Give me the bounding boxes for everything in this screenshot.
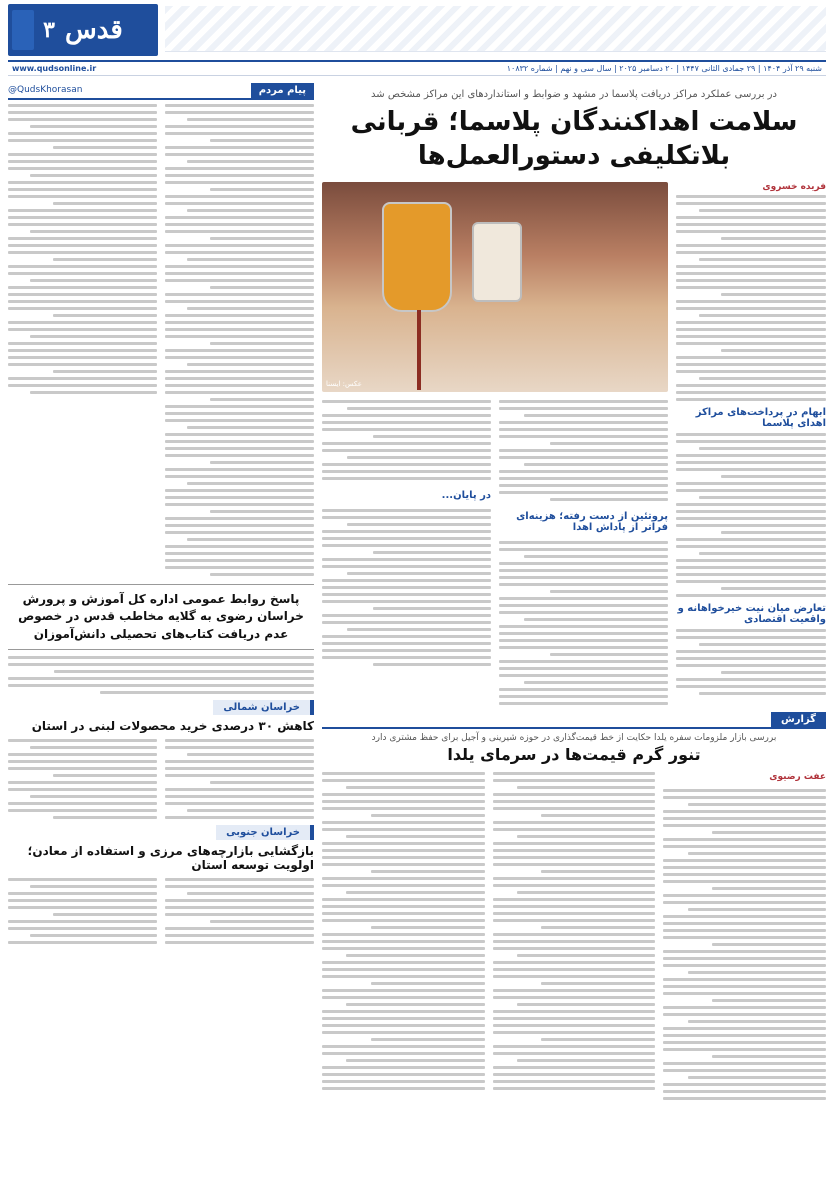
- main-story: [322, 82, 826, 702]
- date-line: شنبه ۲۹ آذر ۱۴۰۴ | ۲۹ جمادی الثانی ۱۴۴۷ | ۲۰ دسامبر ۲۰۲۵ | سال سی و نهم | شماره ۱۰۸۳۲: [506, 64, 822, 73]
- saline-bag-icon: [472, 222, 522, 302]
- masthead-pattern: [165, 6, 826, 52]
- report-body: [322, 772, 826, 1100]
- tube-icon: [417, 310, 421, 390]
- main-story-grid: [322, 182, 826, 705]
- main-kicker: در بررسی عملکرد مراکز دریافت پلاسما در مشهد و ضوابط و استانداردهای این مراکز مشخص شد: [371, 89, 777, 100]
- subhead-conflict: تعارض میان نیت خیرخواهانه و واقعیت اقتصادی: [677, 602, 826, 625]
- main-photo-area: [322, 182, 668, 705]
- report-headline[interactable]: تنور گرم قیمت‌ها در سرمای یلدا: [447, 745, 701, 764]
- main-story-body: [322, 400, 668, 705]
- photo-credit: عکس: ایسنا: [326, 379, 362, 388]
- south-khorasan-tag: خراسان جنوبی: [216, 825, 314, 840]
- left-column: [8, 82, 314, 1192]
- north-khorasan-tag: خراسان شمالی: [213, 700, 314, 715]
- north-khorasan-headline[interactable]: کاهش ۳۰ درصدی خرید محصولات لبنی در استان: [31, 719, 314, 734]
- report-reporter: عفت رضیوی: [769, 772, 826, 782]
- plasma-bag-icon: [382, 202, 452, 312]
- south-khorasan-body: [8, 878, 314, 944]
- education-response-body: [8, 656, 314, 694]
- north-khorasan-body: [8, 739, 314, 819]
- main-headline[interactable]: سلامت اهداکنندگان پلاسما؛ قربانی بلاتکلیفی دستورالعمل‌ها: [350, 107, 798, 171]
- subhead-conclusion: در پایان...: [441, 489, 491, 501]
- logo-text: قدس: [65, 15, 123, 45]
- website-link[interactable]: www.qudsonline.ir: [12, 64, 97, 73]
- report-tag-row: [322, 712, 826, 729]
- education-response-heading: پاسخ روابط عمومی اداره کل آموزش و پرورش خراسان رضوی به گلایه مخاطب قدس در خصوص عدم دریافت کتاب‌های تحصیلی دانش‌آموزان: [8, 584, 314, 650]
- info-bar: [8, 60, 826, 76]
- main-reporter: فریده خسروی: [762, 181, 826, 192]
- newspaper-logo: [8, 4, 158, 56]
- logo-seal: [12, 10, 34, 50]
- south-khorasan-section: [8, 819, 314, 944]
- people-message-tag: پیام مردم: [251, 83, 314, 98]
- main-story-intro: [676, 182, 826, 705]
- report-section: [322, 712, 826, 1192]
- south-khorasan-headline[interactable]: بازگشایی بازارچه‌های مرزی و استفاده از معادن؛ اولویت توسعه استان: [27, 844, 314, 873]
- messages-columns: [8, 104, 314, 576]
- social-handle[interactable]: @QudsKhorasan: [8, 85, 83, 95]
- plasma-donation-photo: [322, 182, 668, 392]
- messages-col-right: [165, 104, 314, 576]
- subhead-payments: ابهام در پرداخت‌های مراکز اهدای پلاسما: [695, 406, 826, 429]
- report-kicker: بررسی بازار ملزومات سفره یلدا حکایت از خط قیمت‌گذاری در حوزه شیرینی و آجیل برای حفظ مشتری دارد: [371, 733, 777, 743]
- north-khorasan-section: [8, 694, 314, 819]
- messages-col-left: [8, 104, 157, 576]
- people-message-header: [8, 82, 314, 100]
- report-tag: گزارش: [771, 712, 826, 727]
- masthead: [0, 0, 834, 60]
- page-number: ۳: [43, 17, 55, 43]
- subhead-protein: پروتئین از دست رفته؛ هزینه‌ای فراتر از پاداش اهدا: [516, 510, 668, 533]
